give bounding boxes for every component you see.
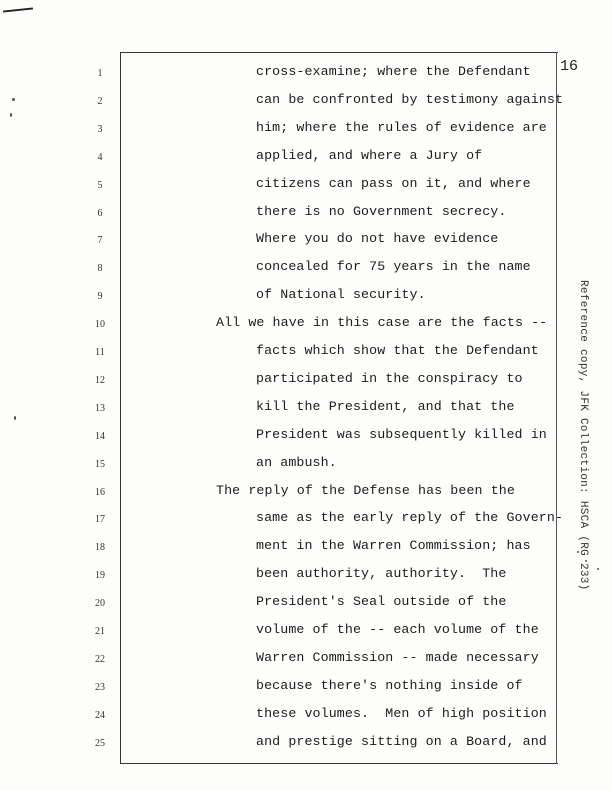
line-number: 25 xyxy=(95,737,105,749)
line-number: 6 xyxy=(97,207,103,219)
archive-reference-text: Reference copy, JFK Collection: HSCA (RG 233) xyxy=(577,280,589,591)
line-number: 3 xyxy=(97,123,103,135)
line-number: 23 xyxy=(95,681,105,693)
transcript-line: kill the President, and that the xyxy=(256,398,515,414)
line-number: 22 xyxy=(95,653,105,665)
transcript-line: him; where the rules of evidence are xyxy=(256,119,547,135)
transcript-line: and prestige sitting on a Board, and xyxy=(256,733,547,749)
line-number: 5 xyxy=(97,179,103,191)
transcript-line: an ambush. xyxy=(256,454,337,470)
transcript-line: Warren Commission -- made necessary xyxy=(256,649,539,665)
transcript-line: of National security. xyxy=(256,287,426,303)
transcript-line: these volumes. Men of high position xyxy=(256,705,547,721)
right-margin-rule xyxy=(556,52,557,764)
line-number: 16 xyxy=(95,486,105,498)
line-number: 7 xyxy=(97,235,103,247)
transcript-line: because there's nothing inside of xyxy=(256,677,523,693)
line-number: 24 xyxy=(95,709,105,721)
transcript-line: The reply of the Defense has been the xyxy=(216,482,515,498)
line-number: 18 xyxy=(95,542,105,554)
line-number: 2 xyxy=(97,95,103,107)
transcript-line: President's Seal outside of the xyxy=(256,594,507,610)
line-number: 11 xyxy=(95,347,105,358)
transcript-line: concealed for 75 years in the name xyxy=(256,259,531,275)
line-number: 20 xyxy=(95,598,105,610)
speck xyxy=(12,98,15,101)
corner-mark xyxy=(3,7,33,12)
transcript-line: volume of the -- each volume of the xyxy=(256,622,539,637)
transcript-line: President was subsequently killed in xyxy=(256,426,547,442)
line-number: 8 xyxy=(97,263,103,275)
transcript-line: facts which show that the Defendant xyxy=(256,343,539,358)
line-number: 10 xyxy=(95,319,105,331)
line-number: 15 xyxy=(95,458,105,470)
line-number: 9 xyxy=(97,291,103,303)
transcript-line: citizens can pass on it, and where xyxy=(256,175,531,191)
speck xyxy=(597,568,599,570)
line-number: 14 xyxy=(95,430,105,442)
line-number: 12 xyxy=(95,374,105,386)
line-number: 13 xyxy=(95,402,105,414)
speck xyxy=(10,113,12,117)
transcript-line: can be confronted by testimony against xyxy=(256,91,564,107)
line-number: 21 xyxy=(95,626,105,637)
transcript-line: cross-examine; where the Defendant xyxy=(256,64,531,79)
line-number: 19 xyxy=(95,570,105,582)
transcript-line: same as the early reply of the Govern- xyxy=(256,510,564,526)
transcript-line: ment in the Warren Commission; has xyxy=(256,538,531,554)
speck xyxy=(14,416,16,420)
page-number: 16 xyxy=(560,58,579,75)
transcript-line: been authority, authority. The xyxy=(256,566,507,582)
transcript-line: applied, and where a Jury of xyxy=(256,147,483,163)
transcript-line: All we have in this case are the facts -- xyxy=(216,315,548,331)
transcript-line: Where you do not have evidence xyxy=(256,231,499,247)
line-number: 17 xyxy=(95,514,105,526)
transcript-line: there is no Government secrecy. xyxy=(256,203,507,219)
line-number: 1 xyxy=(97,68,103,79)
line-number: 4 xyxy=(97,151,103,163)
transcript-line: participated in the conspiracy to xyxy=(256,370,523,386)
archive-reference-note xyxy=(571,280,591,591)
